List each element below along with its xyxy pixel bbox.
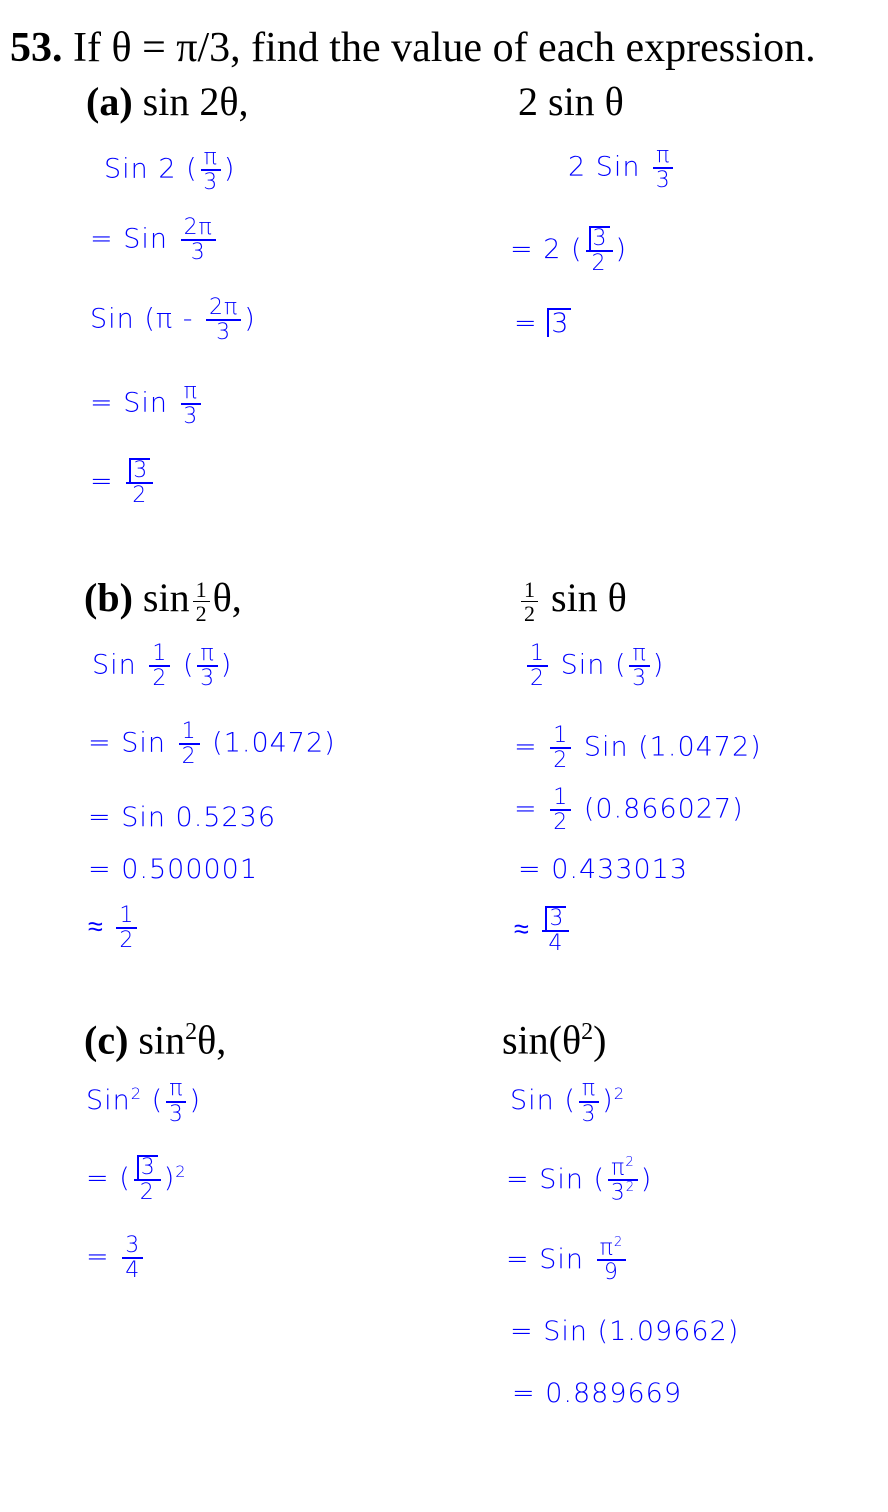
part-a-left-l4-prefix: = Sin (90, 387, 168, 419)
part-c-left-l1-prefix: Sin (86, 1085, 131, 1116)
part-a-right-line-1 (568, 144, 676, 192)
part-b-left-line-4: = 0.500001 (88, 854, 259, 885)
part-c-left-expr-exp: 2 (185, 1019, 198, 1045)
part-b-left-expr-prefix: sin (142, 575, 190, 620)
part-a-right-l3-root: 3 (547, 308, 571, 337)
part-b-left-l5-prefix: ≈ (88, 911, 104, 943)
part-a-left-line-4 (90, 380, 204, 428)
part-c-right-l2-fraction: $\frac{\pi^2}{3^2}$ (608, 1156, 638, 1205)
part-c-right-l3-prefix: = Sin (506, 1243, 584, 1275)
part-b-left-l1-prefix: Sin (92, 649, 137, 681)
part-a-left-l2-fraction: $\frac{2\pi}{3}$ (181, 216, 216, 264)
part-a-right-l3-prefix: = (514, 308, 538, 339)
part-c-right-l1-fraction: $\frac{\pi}{3}$ (579, 1077, 599, 1125)
part-c-left-header (84, 1008, 226, 1064)
part-a-right-expression: 2 sin θ (518, 79, 624, 124)
part-a-right-l2-prefix: = 2 (510, 234, 562, 266)
part-a-right-l2-fraction: $\frac{3}{2}$ (586, 226, 613, 275)
part-b-right-l1-half: $\frac{1}{2}$ (527, 642, 548, 690)
problem-number: 53. (10, 25, 63, 71)
part-b-right-l5-fraction: $\frac{3}{4}$ (542, 906, 569, 955)
part-b-right-l1-fraction: $\frac{\pi}{3}$ (629, 642, 649, 690)
part-c-label: (c) (84, 1017, 129, 1063)
part-a-left-l5-prefix: = (90, 466, 114, 498)
part-a-left-expression: sin 2θ, (142, 79, 249, 124)
part-b-left-l1-fraction: $\frac{\pi}{3}$ (197, 642, 217, 690)
part-c-right-line-5: = 0.889669 (512, 1378, 683, 1409)
part-b-right-l1-mid: Sin (560, 649, 606, 681)
part-c-left-l1-exp: 2 (130, 1084, 143, 1103)
part-c-right-expr-suffix: ) (593, 1017, 607, 1063)
part-a-left-header (86, 78, 248, 126)
part-a-right-l1-fraction: $\frac{\pi}{3}$ (653, 144, 673, 192)
part-c-left-line-3 (86, 1234, 146, 1282)
part-b-right-l2-half: $\frac{1}{2}$ (550, 724, 571, 772)
part-c-right-line-1: Sin ( $\frac{\pi}{3}$ )$^2$ (510, 1076, 625, 1127)
part-b-left-l2-half: $\frac{1}{2}$ (179, 720, 200, 768)
part-b-right-expr-fraction: $\frac{1}{2}$ (521, 578, 538, 625)
part-b-left-l5-fraction: $\frac{1}{2}$ (116, 904, 137, 952)
part-c-left-l3-prefix: = (86, 1241, 110, 1273)
part-b-right-line-1: $\frac{1}{2}$ Sin ( $\frac{\pi}{3}$ ) (524, 642, 664, 690)
part-b-left-line-1: Sin $\frac{1}{2}$ ( $\frac{\pi}{3}$ ) (92, 641, 233, 692)
part-c-left-line-1: Sin$^2$ ( $\frac{\pi}{3}$ ) (86, 1076, 201, 1127)
part-b-left-header (84, 574, 242, 625)
part-c-right-l3-fraction: $\frac{\pi^2}{9}$ (597, 1236, 627, 1285)
part-a-left-l3-prefix: Sin (π - (90, 303, 194, 335)
part-a-left-l4-fraction: $\frac{\pi}{3}$ (181, 380, 201, 428)
part-b-right-line-2 (514, 724, 762, 772)
part-a-left-line-5 (90, 458, 156, 507)
part-b-left-line-2 (88, 720, 336, 768)
part-a-left-line-2 (90, 216, 219, 264)
part-b-right-l3-suffix: (0.866027) (583, 793, 744, 825)
part-c-left-expr-suffix: θ, (197, 1017, 227, 1063)
part-a-left-l2-prefix: = Sin (90, 223, 168, 255)
part-c-right-l1-prefix: Sin (510, 1085, 555, 1116)
part-b-right-header (518, 574, 627, 625)
part-c-right-header (502, 1008, 607, 1064)
part-b-right-l5-prefix: ≈ (514, 914, 530, 946)
part-b-right-l3-prefix: = (514, 793, 538, 825)
part-c-left-l2-exp: 2 (175, 1162, 187, 1181)
part-b-label: (b) (84, 575, 133, 620)
part-c-right-line-2: = Sin ( $\frac{\pi^2}{3^2}$ ) (506, 1155, 653, 1206)
part-b-right-line-5 (514, 906, 572, 955)
part-c-left-l1-fraction: $\frac{\pi}{3}$ (166, 1077, 186, 1125)
part-b-right-line-3 (514, 786, 744, 834)
part-a-left-l5-fraction: $\frac{3}{2}$ (126, 458, 153, 507)
problem-statement: If θ = π/3, find the value of each expression. (73, 25, 816, 71)
part-c-left-l2-prefix: = (86, 1163, 110, 1194)
part-a-right-line-2: = 2 ( $\frac{3}{2}$ ) (510, 226, 628, 277)
part-c-right-line-4: = Sin (1.09662) (510, 1316, 740, 1347)
part-a-right-l1-prefix: 2 Sin (568, 151, 641, 183)
part-b-right-l2-prefix: = (514, 731, 538, 763)
part-a-left-l1-fraction: $\frac{\pi}{3}$ (201, 146, 221, 194)
part-b-right-l2-suffix: Sin (1.0472) (583, 731, 762, 763)
part-c-left-expr-base: sin (138, 1017, 186, 1063)
part-b-left-l2-prefix: = Sin (88, 727, 166, 759)
part-b-left-expr-fraction: $\frac{1}{2}$ (193, 578, 210, 625)
part-b-right-l3-half: $\frac{1}{2}$ (550, 786, 571, 834)
part-c-right-l2-prefix: = Sin (506, 1163, 584, 1195)
part-a-label: (a) (86, 79, 133, 124)
part-c-right-expr-exp: 2 (581, 1019, 594, 1045)
part-a-left-l3-fraction: $\frac{2\pi}{3}$ (206, 296, 241, 344)
part-a-left-line-1: Sin 2 ( $\frac{\pi}{3}$ ) (104, 145, 236, 196)
part-b-left-l2-suffix: (1.0472) (212, 727, 336, 759)
part-c-left-l2-fraction: $\frac{3}{2}$ (134, 1155, 161, 1204)
part-c-right-expr-prefix: sin(θ (502, 1017, 582, 1063)
part-b-left-line-5 (88, 904, 140, 952)
part-b-right-expr-suffix: sin θ (551, 575, 627, 620)
part-b-left-l1-half: $\frac{1}{2}$ (149, 642, 170, 690)
part-b-left-line-3: = Sin 0.5236 (88, 802, 277, 833)
part-b-left-expr-suffix: θ, (212, 575, 242, 620)
part-c-left-line-2: = ( $\frac{3}{2}$ )$^2$ (86, 1154, 187, 1205)
part-a-right-line-3 (514, 306, 571, 342)
part-b-right-line-4: = 0.433013 (518, 854, 689, 885)
part-a-left-l1-prefix: Sin 2 (104, 153, 177, 185)
part-a-left-line-3: Sin (π - $\frac{2\pi}{3}$ ) (90, 295, 256, 346)
part-c-right-line-3 (506, 1236, 629, 1285)
part-c-left-l3-fraction: $\frac{3}{4}$ (122, 1234, 143, 1282)
part-c-right-l1-exp: 2 (613, 1084, 625, 1103)
problem-heading (10, 22, 816, 74)
